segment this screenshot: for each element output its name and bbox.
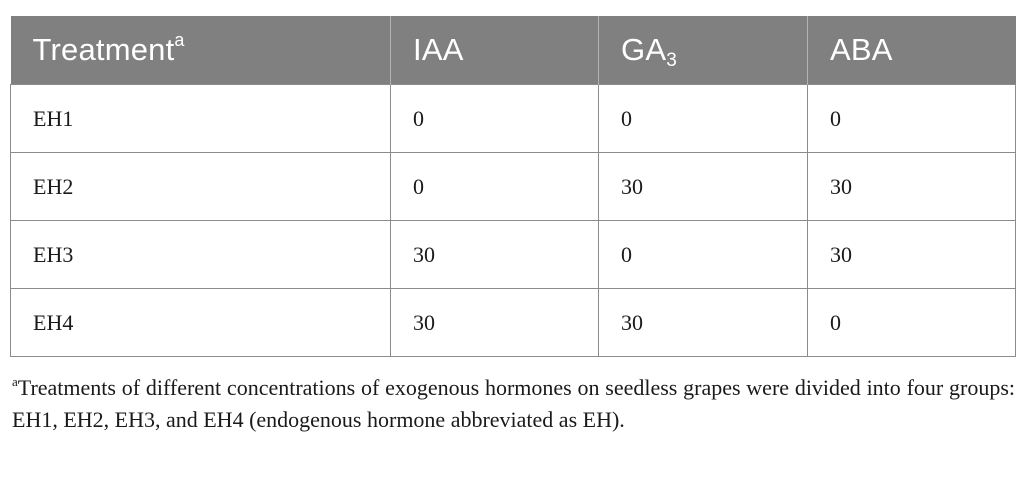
cell-aba: 30: [808, 221, 1016, 289]
cell-iaa: 0: [391, 85, 599, 153]
cell-ga3: 0: [599, 85, 808, 153]
header-treatment: [11, 16, 391, 85]
cell-ga3: 30: [599, 289, 808, 357]
cell-iaa: 30: [391, 221, 599, 289]
table-body: [11, 85, 1016, 357]
cell-treatment: EH1: [11, 85, 391, 153]
cell-ga3: 30: [599, 153, 808, 221]
table-row: [11, 221, 1016, 289]
cell-treatment: EH4: [11, 289, 391, 357]
header-aba: [808, 16, 1016, 85]
cell-iaa: 30: [391, 289, 599, 357]
header-row: [11, 16, 1016, 85]
table-row: [11, 153, 1016, 221]
cell-aba: 0: [808, 289, 1016, 357]
header-iaa: [391, 16, 599, 85]
header-aba-label: ABA: [830, 32, 893, 67]
table-row: [11, 289, 1016, 357]
footnote-text: Treatments of different concentrations of exogenous hormones on seedless grapes were divided into four groups: EH1, EH2, EH3, and EH4 (endogenous hormone abbreviated as EH).: [12, 375, 1015, 432]
header-ga3: [599, 16, 808, 85]
header-treatment-superscript: a: [174, 30, 185, 50]
cell-ga3: 0: [599, 221, 808, 289]
cell-iaa: 0: [391, 153, 599, 221]
cell-aba: 0: [808, 85, 1016, 153]
table-header: [11, 16, 1016, 85]
hormone-treatment-table-container: [10, 16, 1015, 357]
footnote-marker: a: [12, 374, 18, 389]
table-footnote: [12, 372, 1015, 436]
header-treatment-label: Treatment: [32, 32, 175, 67]
header-iaa-label: IAA: [413, 32, 464, 67]
table-row: [11, 85, 1016, 153]
hormone-treatment-table: [10, 16, 1016, 357]
cell-aba: 30: [808, 153, 1016, 221]
cell-treatment: EH2: [11, 153, 391, 221]
cell-treatment: EH3: [11, 221, 391, 289]
header-ga3-label: GA: [621, 32, 667, 67]
header-ga3-subscript: 3: [666, 50, 677, 71]
